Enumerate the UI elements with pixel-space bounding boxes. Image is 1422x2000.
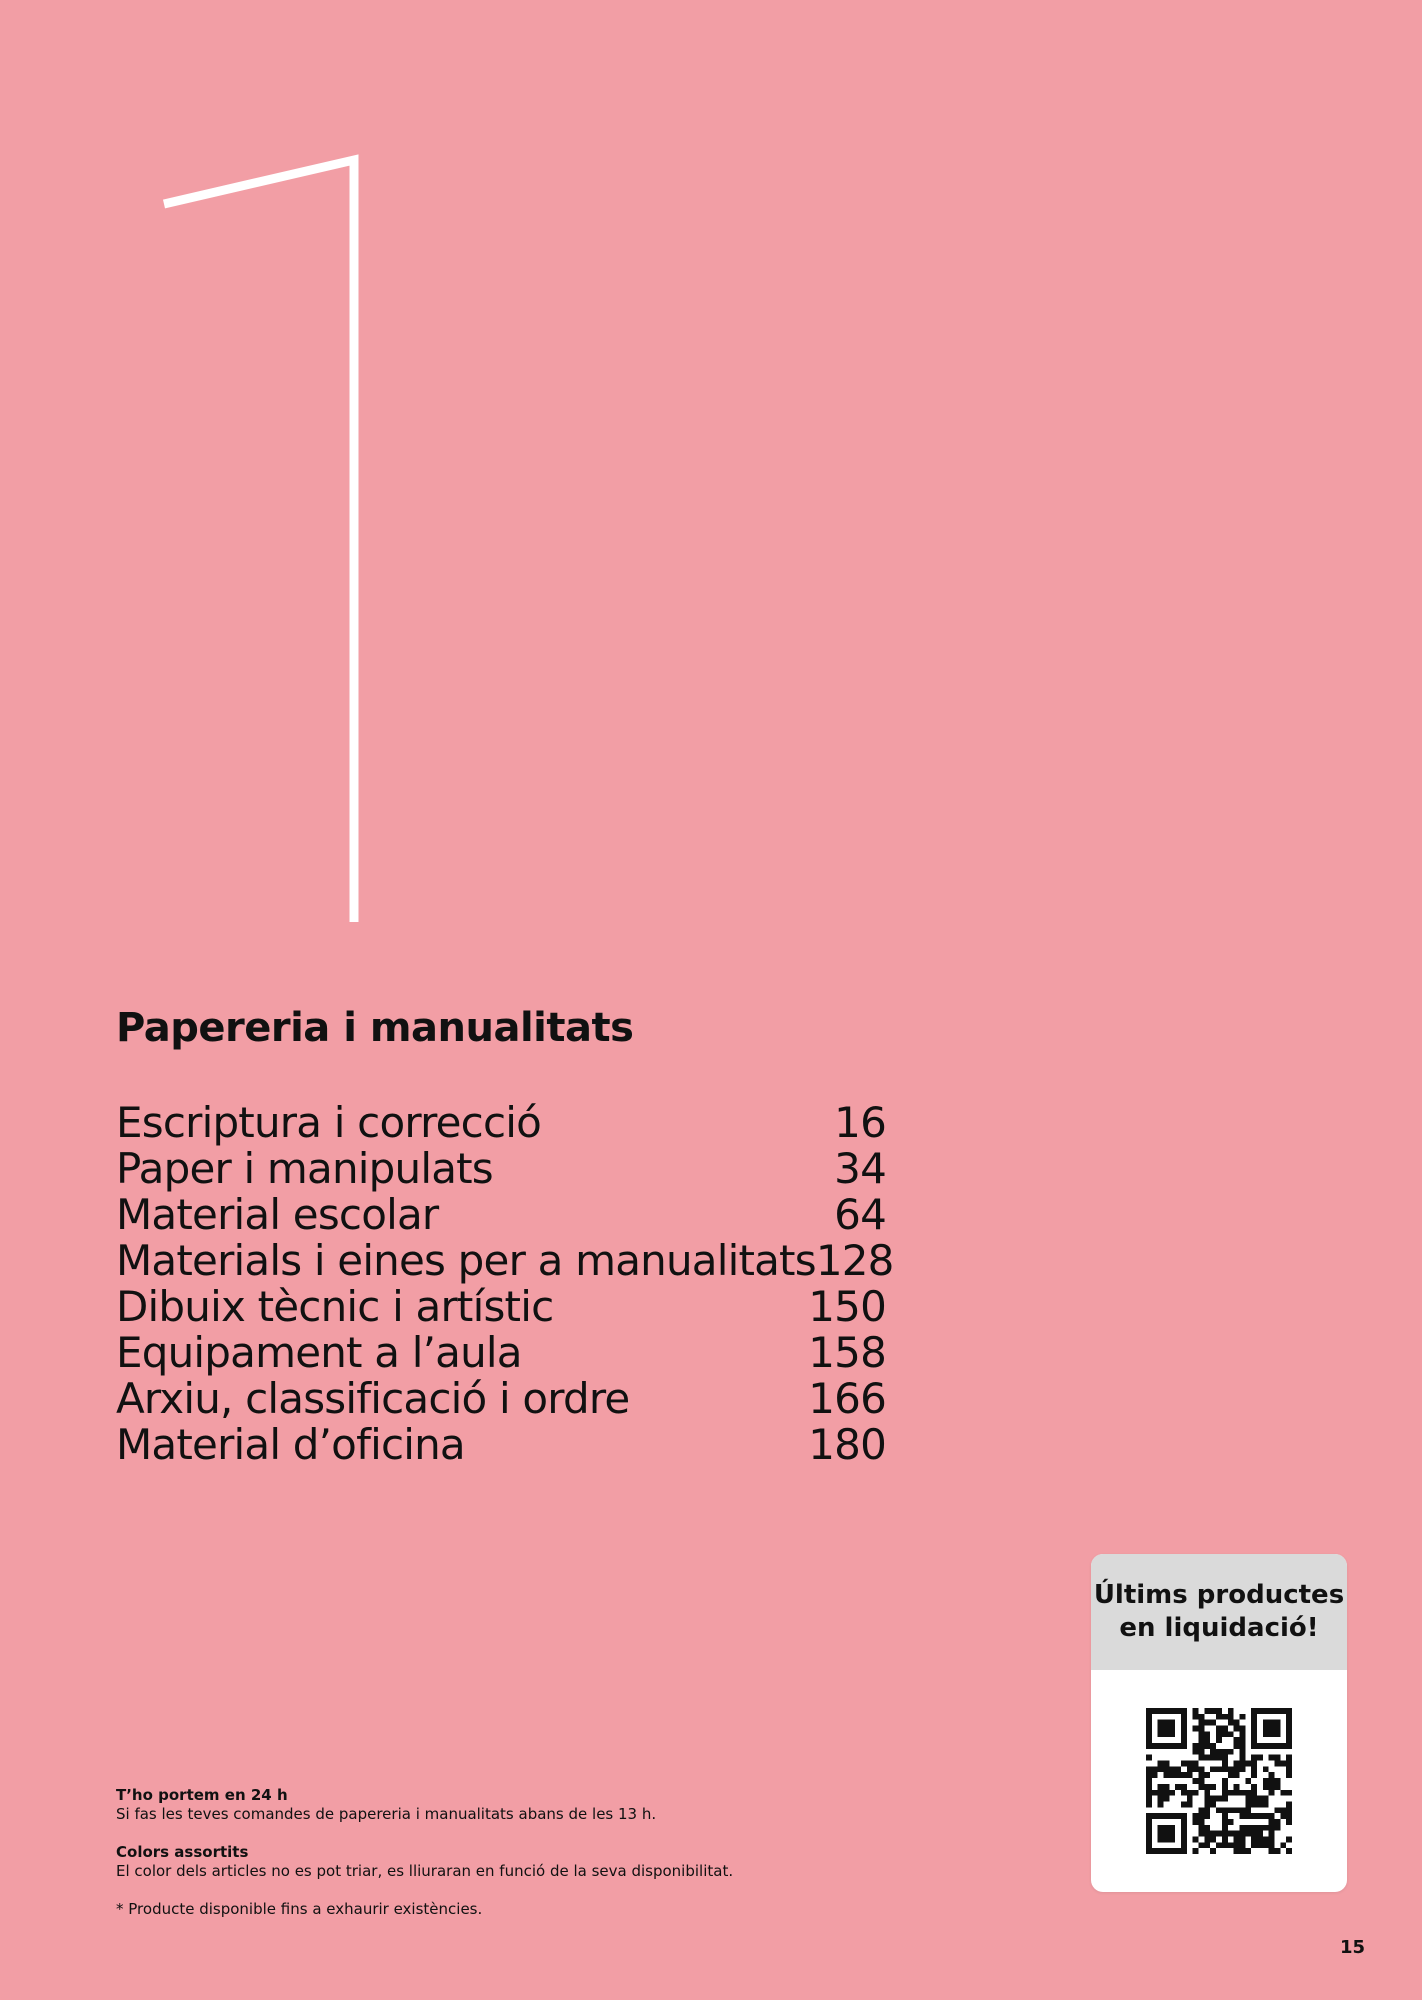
delivery-note-title: T’ho portem en 24 h — [116, 1786, 288, 1804]
toc-item-label: Dibuix tècnic i artístic — [116, 1282, 554, 1331]
colors-note-title: Colors assortits — [116, 1843, 249, 1861]
qr-code-container — [1091, 1670, 1347, 1892]
page-number: 15 — [1340, 1937, 1366, 1958]
toc-item[interactable] — [116, 1422, 886, 1468]
toc-item[interactable] — [116, 1146, 886, 1192]
colors-note — [116, 1843, 916, 1881]
table-of-contents — [116, 1098, 894, 1469]
toc-item-page: 150 — [808, 1282, 886, 1331]
toc-item-page: 16 — [834, 1098, 886, 1147]
promo-line-1: Últims productes — [1093, 1580, 1345, 1610]
toc-item-page: 180 — [808, 1420, 886, 1469]
toc-item-label: Materials i eines per a manualitats — [116, 1236, 816, 1285]
toc-item-label: Material d’oficina — [116, 1420, 465, 1469]
chapter-number-one — [164, 160, 354, 922]
toc-item-label: Escriptura i correcció — [116, 1098, 542, 1147]
toc-item-page: 158 — [808, 1328, 886, 1377]
toc-item[interactable] — [116, 1236, 894, 1285]
toc-item[interactable] — [116, 1284, 886, 1330]
qr-code-modules — [1146, 1708, 1292, 1854]
availability-note: * Producte disponible fins a exhaurir existències. — [116, 1900, 483, 1918]
toc-item-label: Material escolar — [116, 1190, 439, 1239]
toc-item[interactable] — [116, 1100, 886, 1146]
clearance-promo-card[interactable] — [1091, 1554, 1347, 1892]
toc-item-page: 166 — [808, 1374, 886, 1423]
qr-code-icon[interactable] — [1146, 1708, 1292, 1854]
toc-item-label: Equipament a l’aula — [116, 1328, 522, 1377]
promo-header — [1091, 1554, 1347, 1670]
delivery-note — [116, 1786, 916, 1824]
toc-item[interactable] — [116, 1330, 886, 1376]
colors-note-text: El color dels articles no es pot triar, es lliuraran en funció de la seva disponibilitat. — [116, 1862, 734, 1880]
toc-item-page: 64 — [834, 1190, 886, 1239]
promo-line-2: en liquidació! — [1119, 1613, 1319, 1643]
toc-item-page: 34 — [834, 1144, 886, 1193]
footnotes — [116, 1786, 916, 1938]
toc-item-label: Arxiu, classificació i ordre — [116, 1374, 630, 1423]
toc-item[interactable] — [116, 1376, 886, 1422]
section-title: Papereria i manualitats — [116, 1005, 634, 1051]
toc-item-page: 128 — [815, 1236, 894, 1285]
delivery-note-text: Si fas les teves comandes de papereria i manualitats abans de les 13 h. — [116, 1805, 657, 1823]
toc-item-label: Paper i manipulats — [116, 1144, 493, 1193]
toc-item[interactable] — [116, 1192, 886, 1238]
